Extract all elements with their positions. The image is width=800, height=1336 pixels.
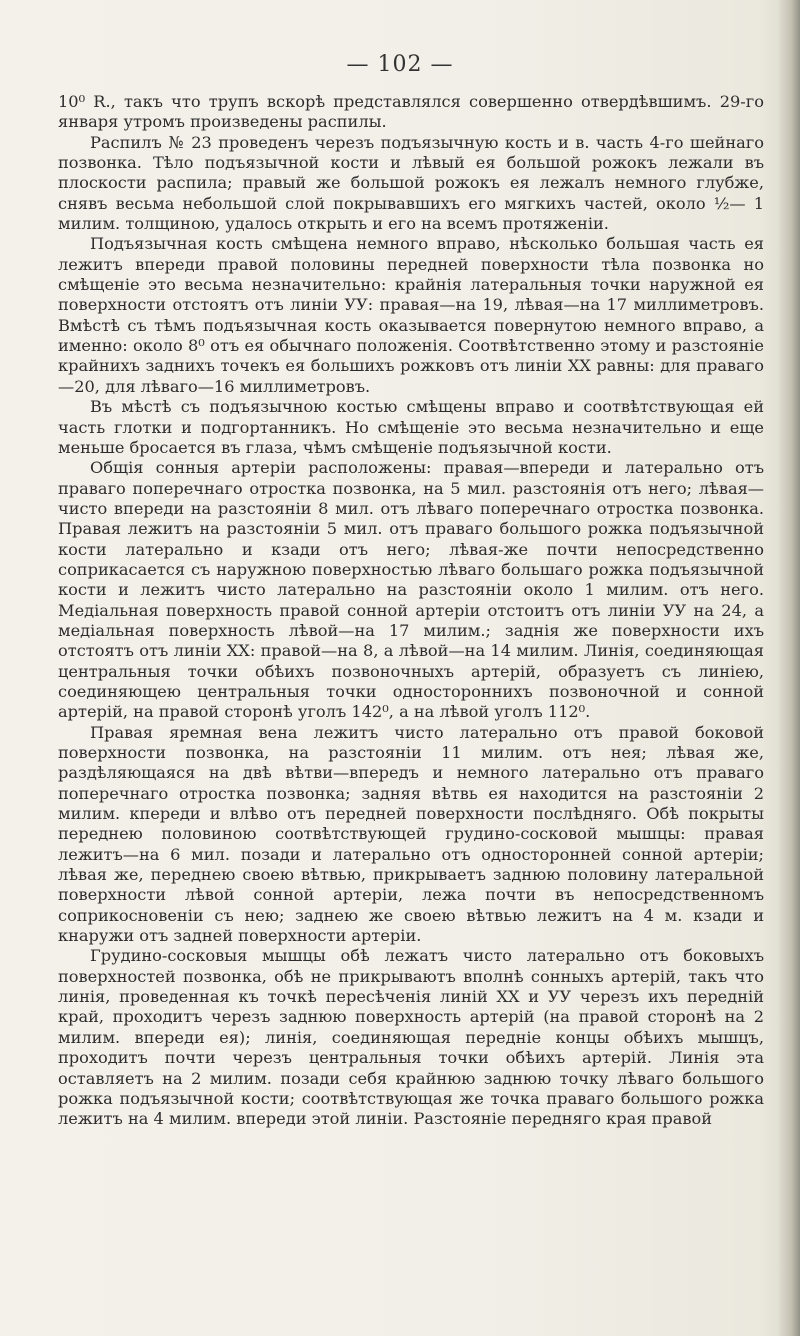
page-number: — 102 — [346, 52, 454, 77]
paragraph-hyoid-bone: Подъязычная кость смѣщена немного вправо, нѣсколько большая часть ея лежитъ впереди правой половины передней поверхности тѣла позвонка но смѣщеніе это весьма незначительно: крайнія латеральныя точки наружной ея поверхности отстоятъ отъ линіи УУ: правая—на 19, лѣвая—на 17 миллиметровъ. Вмѣстѣ съ тѣмъ подъязычная кость оказывается повернутою немного вправо, а именно: около 8⁰ отъ ея обычнаго положенія. Соотвѣтственно этому и разстояніе крайнихъ заднихъ точекъ ея большихъ рожковъ отъ линіи XX равны: для праваго—20, для лѣваго—16 миллиметровъ. [58, 234, 764, 396]
body-text [58, 92, 764, 1130]
paragraph-pharynx: Въ мѣстѣ съ подъязычною костью смѣщены вправо и соотвѣтствующая ей часть глотки и подгортанникъ. Но смѣщеніе это весьма незначительно и еще меньше бросается въ глаза, чѣмъ смѣщеніе подъязычной кости. [58, 397, 764, 457]
paragraph-cut-23: Распилъ № 23 проведенъ черезъ подъязычную кость и в. часть 4-го шейнаго позвонка. Тѣло подъязычной кости и лѣвый ея большой рожокъ лежали въ плоскости распила; правый же большой рожокъ ея лежалъ немного глубже, снявъ весьма небольшой слой покрывавшихъ его мягкихъ частей, около ½— 1 милим. толщиною, удалось открыть и его на всемъ протяженіи. [58, 132, 764, 234]
page-edge-shadow [778, 0, 800, 1336]
paragraph-jugular-veins: Правая яремная вена лежитъ чисто латерально отъ правой боковой поверхности позвонка, на разстояніи 11 милим. отъ нея; лѣвая же, раздѣляющаяся на двѣ вѣтви—впередъ и немного латерально отъ праваго поперечнаго отростка позвонка; задняя вѣтвь ея находится на разстояніи 2 милим. кпереди и влѣво отъ передней поверхности послѣдняго. Обѣ покрыты переднею половиною соотвѣтствующей грудино-сосковой мышцы: правая лежитъ—на 6 мил. позади и латерально отъ односторонней сонной артеріи; лѣвая же, переднею своею вѣтвью, прикрываетъ заднюю половину латеральной поверхности лѣвой сонной артеріи, лежа почти въ непосредственномъ соприкосновеніи съ нею; заднею же своею вѣтвью лежитъ на 4 м. кзади и кнаружи отъ задней поверхности артеріи. [58, 722, 764, 946]
paragraph-carotid-arteries: Общія сонныя артеріи расположены: правая—впереди и латерально отъ праваго поперечнаго отростка позвонка, на 5 мил. разстоянія отъ него; лѣвая—чисто впереди на разстояніи 8 мил. отъ лѣваго поперечнаго отростка позвонка. Правая лежитъ на разстояніи 5 мил. отъ праваго большого рожка подъязычной кости латерально и кзади отъ него; лѣвая-же почти непосредственно соприкасается съ наружною поверхностью лѣваго большаго рожка подъязычной кости и лежитъ чисто латерально на разстояніи около 1 милим. отъ него. Медіальная поверхность правой сонной артеріи отстоитъ отъ линіи УУ на 24, а медіальная поверхность лѣвой—на 17 милим.; заднія же поверхности ихъ отстоятъ отъ линіи XX: правой—на 8, а лѣвой—на 14 милим. Линія, соединяющая центральныя точки обѣихъ позвоночныхъ артерій, образуетъ съ линіею, соединяющею центральныя точки одностороннихъ позвоночной и сонной артерій, на правой сторонѣ уголъ 142⁰, а на лѣвой уголъ 112⁰. [58, 458, 764, 722]
paragraph-intro: 10⁰ R., такъ что трупъ вскорѣ представлялся совершенно отвердѣвшимъ. 29-го января утромъ произведены распилы. [58, 92, 764, 132]
paragraph-sternocleidomastoid: Грудино-сосковыя мышцы обѣ лежатъ чисто латерально отъ боковыхъ поверхностей позвонка, обѣ не прикрываютъ вполнѣ сонныхъ артерій, такъ что линія, проведенная къ точкѣ пересѣченія линій XX и УУ черезъ ихъ передній край, проходитъ черезъ заднюю поверхность артерій (на правой сторонѣ на 2 милим. впереди ея); линія, соединяющая передніе концы обѣихъ мышцъ, проходитъ почти черезъ центральныя точки обѣихъ артерій. Линія эта оставляетъ на 2 милим. позади себя крайнюю заднюю точку лѣваго большого рожка подъязычной кости; соотвѣтствующая же точка праваго большого рожка лежитъ на 4 милим. впереди этой линіи. Разстояніе передняго края правой [58, 946, 764, 1129]
